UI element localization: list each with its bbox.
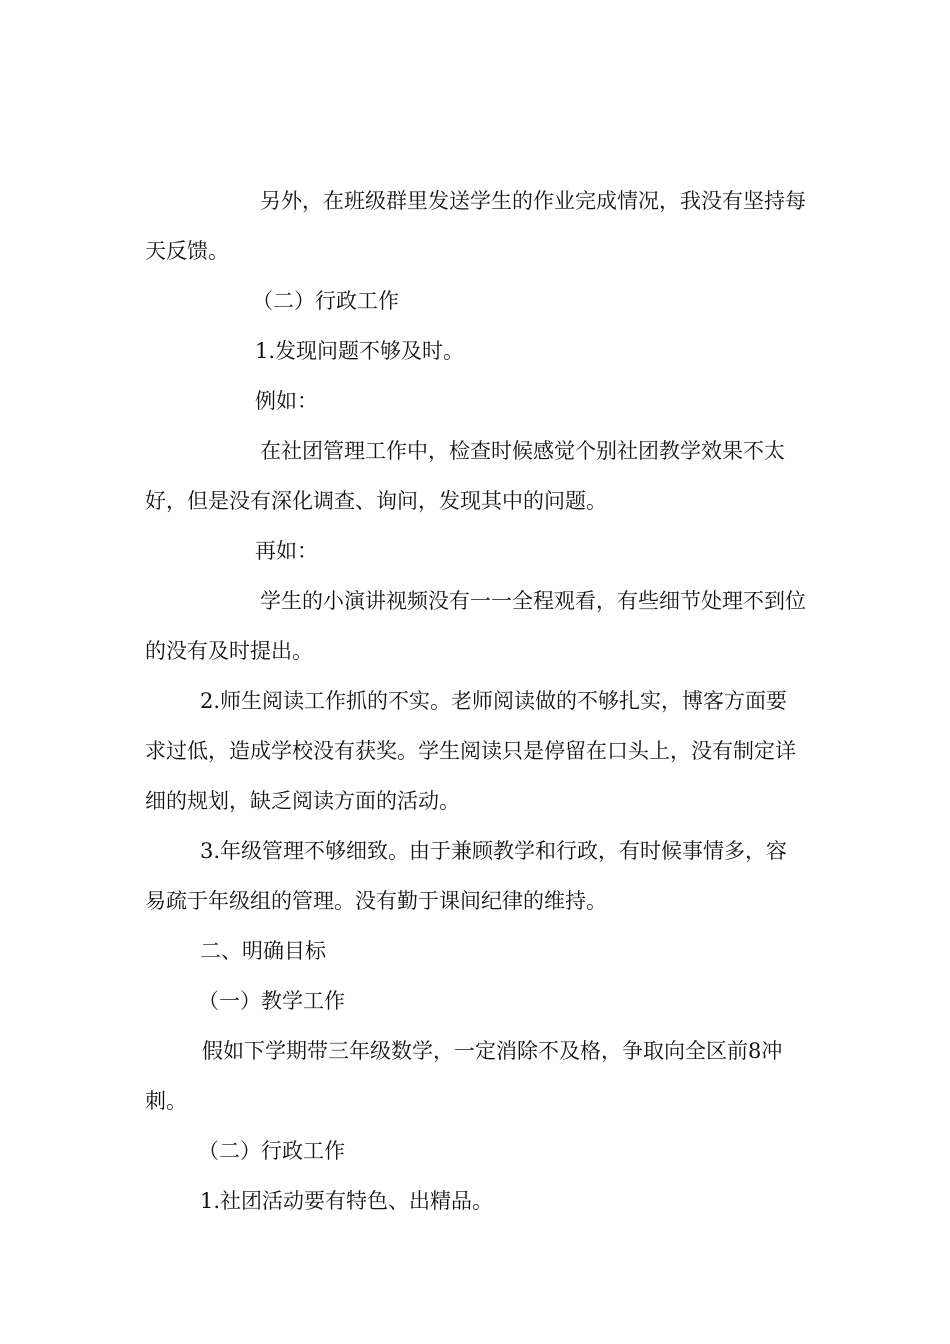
paragraph-homework-feedback: 另外，在班级群里发送学生的作业完成情况，我没有坚持每天反馈。 (145, 189, 806, 263)
heading-admin-work: （二）行政工作 (252, 289, 399, 313)
list-item-2-reading-work: 2.师生阅读工作抓的不实。老师阅读做的不够扎实，博客方面要求过低，造成学校没有获奖。学生阅读只是停留在口头上，没有制定详细的规划，缺乏阅读方面的活动。 (145, 689, 796, 813)
label-another-example: 再如： (255, 539, 318, 563)
paragraph-math-goal: 假如下学期带三年级数学，一定消除不及格，争取向全区前8冲刺。 (145, 1039, 783, 1113)
paragraph-speech-videos: 学生的小演讲视频没有一一全程观看，有些细节处理不到位的没有及时提出。 (145, 589, 806, 663)
list-item-3-grade-management: 3.年级管理不够细致。由于兼顾教学和行政，有时候事情多，容易疏于年级组的管理。没有勤于课间纪律的维持。 (145, 839, 788, 913)
heading-admin-work-goals: （二）行政工作 (198, 1139, 345, 1163)
list-item-1-club-activities: 1.社团活动要有特色、出精品。 (200, 1189, 494, 1213)
list-item-1-problem-finding: 1.发现问题不够及时。 (255, 339, 465, 363)
paragraph-club-management: 在社团管理工作中，检查时候感觉个别社团教学效果不太好，但是没有深化调查、询问，发现其中的问题。 (145, 439, 785, 513)
heading-clear-goals: 二、明确目标 (200, 939, 326, 963)
heading-teaching-work: （一）教学工作 (198, 989, 345, 1013)
label-for-example: 例如： (255, 389, 318, 413)
